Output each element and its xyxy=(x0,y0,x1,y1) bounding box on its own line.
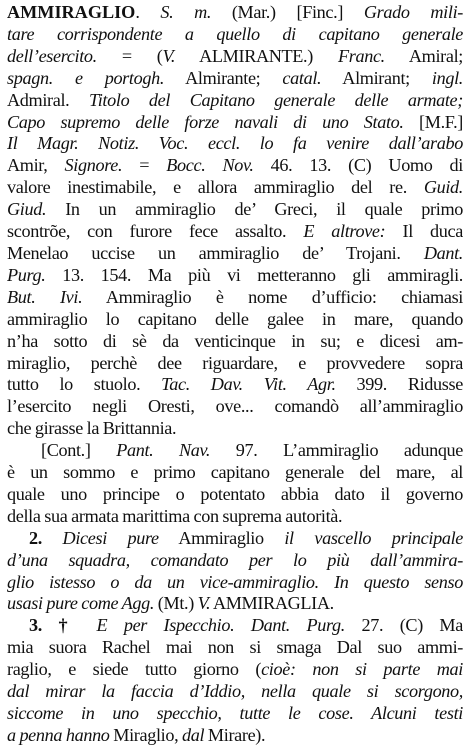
entry-ammiraglio xyxy=(7,2,463,747)
entry-line: usasi pure come Agg. (Mt.) V. AMMIRAGLIA. xyxy=(7,593,334,614)
entry-line: che girasse la Brittannia. xyxy=(7,418,177,439)
entry-line: Menelao uccise un ammiraglio de’ Trojani. Dant. xyxy=(7,242,463,263)
entry-line: Purg. 13. 154. Ma più vi metteranno gli ammiragli. xyxy=(7,264,463,285)
entry-line: But. Ivi. Ammiraglio è nome d’ufficio: chiamasi xyxy=(7,286,463,307)
entry-line: n’ha sotto di sè da venticinque in su; e dicesi am- xyxy=(7,330,463,351)
entry-line: è un sommo e primo capitano generale del mare, al xyxy=(7,462,463,483)
entry-line: valore inestimabile, e allora ammiraglio del re. Guid. xyxy=(7,177,463,198)
entry-line: della sua armata marittima con suprema autorità. xyxy=(7,505,343,526)
sense-3-line: 3. † E per Ispecchio. Dant. Purg. 27. (C) Ma xyxy=(29,615,463,636)
entry-line: mia suora Rachel mai non si smaga Dal suo ammi- xyxy=(7,637,463,658)
headword: AMMIRAGLIO xyxy=(7,2,136,22)
entry-line: spagn. e portogh. Almirante; catal. Almirant; ingl. xyxy=(7,67,463,88)
entry-line: Capo supremo delle forze navali di uno Stato. [M.F.] xyxy=(7,111,463,132)
entry-line: Admiral. Titolo del Capitano generale delle armate; xyxy=(7,89,463,110)
entry-line: tare corrispondente a quello di capitano generale xyxy=(7,23,463,44)
entry-line: Giud. In un ammiraglio de’ Greci, il quale primo xyxy=(7,199,463,220)
entry-line: miraglio, perchè dee riguardare, e provvedere sopra xyxy=(7,352,463,373)
entry-line: Amir, Signore. = Bocc. Nov. 46. 13. (C) Uomo di xyxy=(7,155,463,176)
entry-line: quale uno principe o potentato abbia dato il governo xyxy=(7,483,463,504)
entry-line: Il Magr. Notiz. Voc. eccl. lo fa venire dall’arabo xyxy=(7,133,463,154)
entry-line: [Cont.] Pant. Nav. 97. L’ammiraglio adunque xyxy=(41,440,463,461)
entry-line: scontrõe, con furore fece assalto. E altrove: Il duca xyxy=(7,221,463,242)
entry-line: d’una squadra, comandato per lo più dall’ammira- xyxy=(7,549,463,570)
entry-line: dell’esercito. = (V. ALMIRANTE.) Franc. Amiral; xyxy=(7,45,463,66)
entry-line: AMMIRAGLIO. S. m. (Mar.) [Finc.] Grado mili- xyxy=(7,2,463,22)
entry-line: ammiraglio lo capitano delle galee in mare, quando xyxy=(7,308,463,329)
entry-line: a penna hanno Miraglio, dal Mirare). xyxy=(7,724,266,745)
entry-line: dal mirar la faccia d’Iddio, nella quale si scorgono, xyxy=(7,681,463,702)
entry-line: glio istesso o da un vice-ammiraglio. In questo senso xyxy=(7,571,463,592)
entry-line: raglio, e siede tutto giorno (cioè: non si parte mai xyxy=(7,659,463,680)
sense-2-line: 2. Dicesi pure Ammiraglio il vascello principale xyxy=(29,527,463,548)
entry-line: l’esercito negli Oresti, ove... comandò all’ammiraglio xyxy=(7,396,463,417)
entry-line: siccome in uno specchio, tutte le cose. Alcuni testi xyxy=(7,703,463,723)
entry-line: tutto lo stuolo. Tac. Dav. Vit. Agr. 399. Ridusse xyxy=(7,374,463,395)
